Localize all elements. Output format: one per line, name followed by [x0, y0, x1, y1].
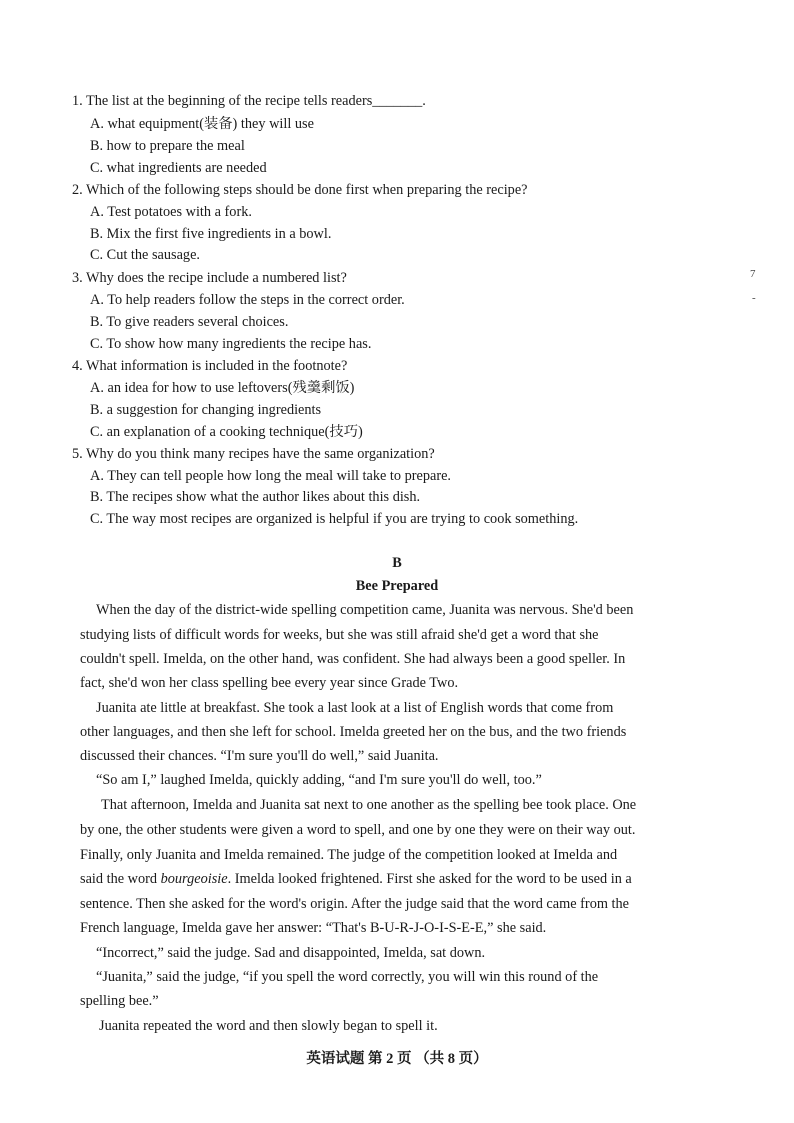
italic-word: bourgeoisie: [160, 871, 228, 887]
question-5-option-b: B. The recipes show what the author likes about this dish.: [90, 489, 421, 505]
passage-title: Bee Prepared: [355, 578, 439, 594]
page-footer: 英语试题 第 2 页 （共 8 页）: [306, 1051, 488, 1067]
question-3-option-a: A. To help readers follow the steps in the correct order.: [90, 292, 405, 308]
question-4-option-a: A. an idea for how to use leftovers(残羹剩饭): [90, 380, 355, 396]
passage-line-3: couldn't spell. Imelda, on the other hand, was confident. She had always been a good speller. In: [80, 651, 626, 667]
passage-line-6: other languages, and then she left for school. Imelda greeted her on the bus, and the two friends: [80, 724, 627, 740]
question-3-option-c: C. To show how many ingredients the recipe has.: [90, 336, 372, 352]
passage-line-7: discussed their chances. “I'm sure you'll do well,” said Juanita.: [80, 748, 439, 764]
passage-line-8: “So am I,” laughed Imelda, quickly adding, “and I'm sure you'll do well, too.”: [96, 772, 542, 788]
question-2-stem: 2. Which of the following steps should be done first when preparing the recipe?: [72, 182, 528, 198]
margin-mark-2: -: [752, 292, 756, 304]
passage-line-15: “Incorrect,” said the judge. Sad and disappointed, Imelda, sat down.: [96, 945, 486, 961]
passage-line-12: [80, 870, 632, 888]
passage-line-10: by one, the other students were given a word to spell, and one by one they were on their way out.: [80, 822, 636, 838]
question-2-option-b: B. Mix the first five ingredients in a bowl.: [90, 226, 332, 242]
question-5-option-c: C. The way most recipes are organized is helpful if you are trying to cook something.: [90, 511, 579, 527]
passage-line-16: “Juanita,” said the judge, “if you spell the word correctly, you will win this round of the: [96, 969, 599, 985]
question-4-stem: 4. What information is included in the footnote?: [72, 358, 348, 374]
question-2-option-a: A. Test potatoes with a fork.: [90, 204, 252, 220]
question-1-option-c: C. what ingredients are needed: [90, 160, 267, 176]
passage-line-5: Juanita ate little at breakfast. She took a last look at a list of English words that come from: [96, 700, 614, 716]
margin-mark-1: 7: [750, 268, 756, 280]
question-2-option-c: C. Cut the sausage.: [90, 247, 200, 263]
question-4-option-b: B. a suggestion for changing ingredients: [90, 402, 322, 418]
question-5-option-a: A. They can tell people how long the meal will take to prepare.: [90, 468, 452, 484]
passage-line-2: studying lists of difficult words for weeks, but she was still afraid she'd get a word that she: [80, 627, 599, 643]
passage-line-13: sentence. Then she asked for the word's origin. After the judge said that the word came from the: [80, 896, 629, 912]
question-1-stem: 1. The list at the beginning of the recipe tells readers_______.: [72, 93, 426, 109]
passage-line-9: That afternoon, Imelda and Juanita sat next to one another as the spelling bee took place. One: [101, 797, 637, 813]
question-3-stem: 3. Why does the recipe include a numbered list?: [72, 270, 347, 286]
question-4-option-c: C. an explanation of a cooking technique(技巧): [90, 424, 363, 440]
passage-line-12-start: said the word: [80, 871, 161, 887]
passage-line-17: spelling bee.”: [80, 993, 159, 1009]
section-letter: B: [392, 555, 402, 571]
passage-line-1: When the day of the district-wide spelling competition came, Juanita was nervous. She'd been: [96, 602, 634, 618]
question-5-stem: 5. Why do you think many recipes have the same organization?: [72, 446, 435, 462]
passage-line-18: Juanita repeated the word and then slowly began to spell it.: [99, 1018, 438, 1034]
question-3-option-b: B. To give readers several choices.: [90, 314, 289, 330]
passage-line-14: French language, Imelda gave her answer: “That's B-U-R-J-O-I-S-E-E,” she said.: [80, 920, 547, 936]
question-1-option-b: B. how to prepare the meal: [90, 138, 245, 154]
passage-line-12-rest: . Imelda looked frightened. First she asked for the word to be used in a: [227, 871, 632, 887]
passage-line-4: fact, she'd won her class spelling bee every year since Grade Two.: [80, 675, 459, 691]
question-1-option-a: A. what equipment(装备) they will use: [90, 116, 314, 132]
passage-line-11: Finally, only Juanita and Imelda remained. The judge of the competition looked at Imelda and: [80, 847, 618, 863]
